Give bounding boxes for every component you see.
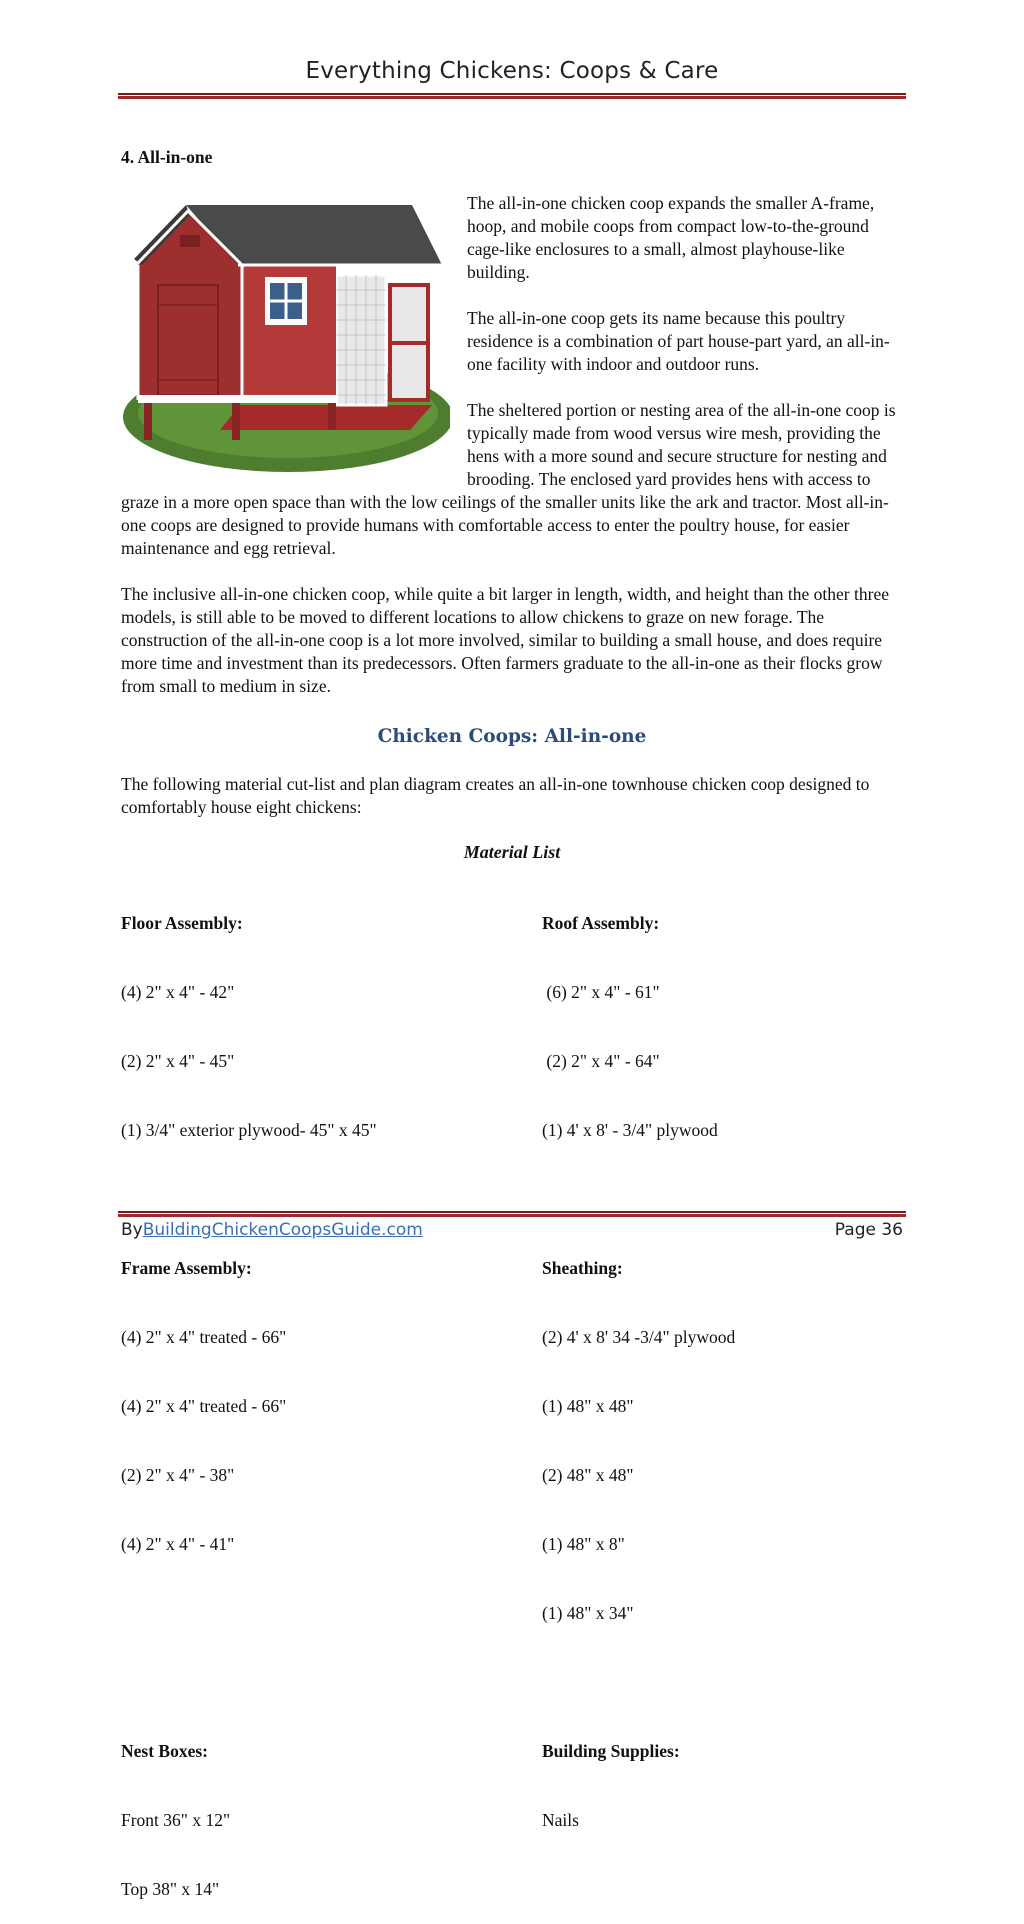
paragraph-2: The all-in-one coop gets its name because this poultry residence is a combination of part house-part yard, an all-in-one facility with indoor and outdoor runs.	[467, 308, 890, 374]
page-header-title: Everything Chickens: Coops & Care	[305, 58, 719, 84]
roof-assembly-heading: Roof Assembly:	[542, 913, 660, 933]
material-item: (1) 4' x 8' - 3/4" plywood	[542, 1120, 718, 1140]
footer-site-link[interactable]: BuildingChickenCoopsGuide.com	[142, 1220, 423, 1240]
material-item: (1) 48" x 34"	[542, 1603, 634, 1623]
page-number: Page 36	[834, 1220, 903, 1240]
section-title: 4. All-in-one	[121, 147, 213, 167]
section-subheading: Chicken Coops: All-in-one	[377, 726, 647, 747]
material-item: (2) 2" x 4" - 45"	[121, 1051, 235, 1071]
body-text	[121, 192, 905, 721]
building-supplies-heading: Building Supplies:	[542, 1741, 680, 1761]
material-list-title: Material List	[463, 842, 561, 862]
footer-by: By	[121, 1220, 143, 1240]
material-item: Front 36" x 12"	[121, 1810, 231, 1830]
intro-paragraph: The following material cut-list and plan diagram creates an all-in-one townhouse chicken coop designed to comfortably house eight chickens:	[121, 774, 870, 817]
floor-assembly-heading: Floor Assembly:	[121, 913, 243, 933]
material-right-column	[542, 866, 735, 1855]
material-item: (6) 2" x 4" - 61"	[542, 982, 660, 1002]
material-item: (2) 2" x 4" - 38"	[121, 1465, 235, 1485]
material-item: (2) 2" x 4" - 64"	[542, 1051, 660, 1071]
sheathing-heading: Sheathing:	[542, 1258, 623, 1278]
frame-assembly-heading: Frame Assembly:	[121, 1258, 252, 1278]
material-item: Nails	[542, 1810, 579, 1830]
material-item: (1) 3/4" exterior plywood- 45" x 45"	[121, 1120, 377, 1140]
material-item: (1) 48" x 8"	[542, 1534, 625, 1554]
material-item: (4) 2" x 4" treated - 66"	[121, 1327, 287, 1347]
paragraph-4: The inclusive all-in-one chicken coop, while quite a bit larger in length, width, and height than the other three models, is still able to be moved to different locations to allow chickens to graze on new forage. The construction of the all-in-one coop is a lot more involved, similar to building a small house, and does require more time and investment than its predecessors. Often farmers graduate to the all-in-one as their flocks grow from small to medium in size.	[121, 584, 889, 696]
material-item: (4) 2" x 4" treated - 66"	[121, 1396, 287, 1416]
paragraph-3: The sheltered portion or nesting area of the all-in-one coop is typically made from wood versus wire mesh, providing the hens with a more sound and secure structure for nesting and brooding. The enclosed yard provides hens with access to graze in a more open space than with the low ceilings of the smaller units like the ark and tractor. Most all-in-one coops are designed to provide humans with comfortable access to enter the poultry house, for easier maintenance and egg retrieval.	[121, 400, 896, 558]
material-item: (2) 48" x 48"	[542, 1465, 634, 1485]
nest-boxes-heading: Nest Boxes:	[121, 1741, 208, 1761]
header-rule	[118, 93, 906, 99]
footer-rule	[118, 1211, 906, 1217]
paragraph-1: The all-in-one chicken coop expands the smaller A-frame, hoop, and mobile coops from compact low-to-the-ground cage-like enclosures to a small, almost playhouse-like building.	[467, 193, 875, 282]
material-item: Top 38" x 14"	[121, 1879, 220, 1899]
material-item: (4) 2" x 4" - 42"	[121, 982, 235, 1002]
material-item: (4) 2" x 4" - 41"	[121, 1534, 235, 1554]
footer-credit	[121, 1220, 423, 1240]
material-item: (1) 48" x 48"	[542, 1396, 634, 1416]
material-left-column	[121, 866, 377, 1924]
material-item: (2) 4' x 8' 34 -3/4" plywood	[542, 1327, 736, 1347]
